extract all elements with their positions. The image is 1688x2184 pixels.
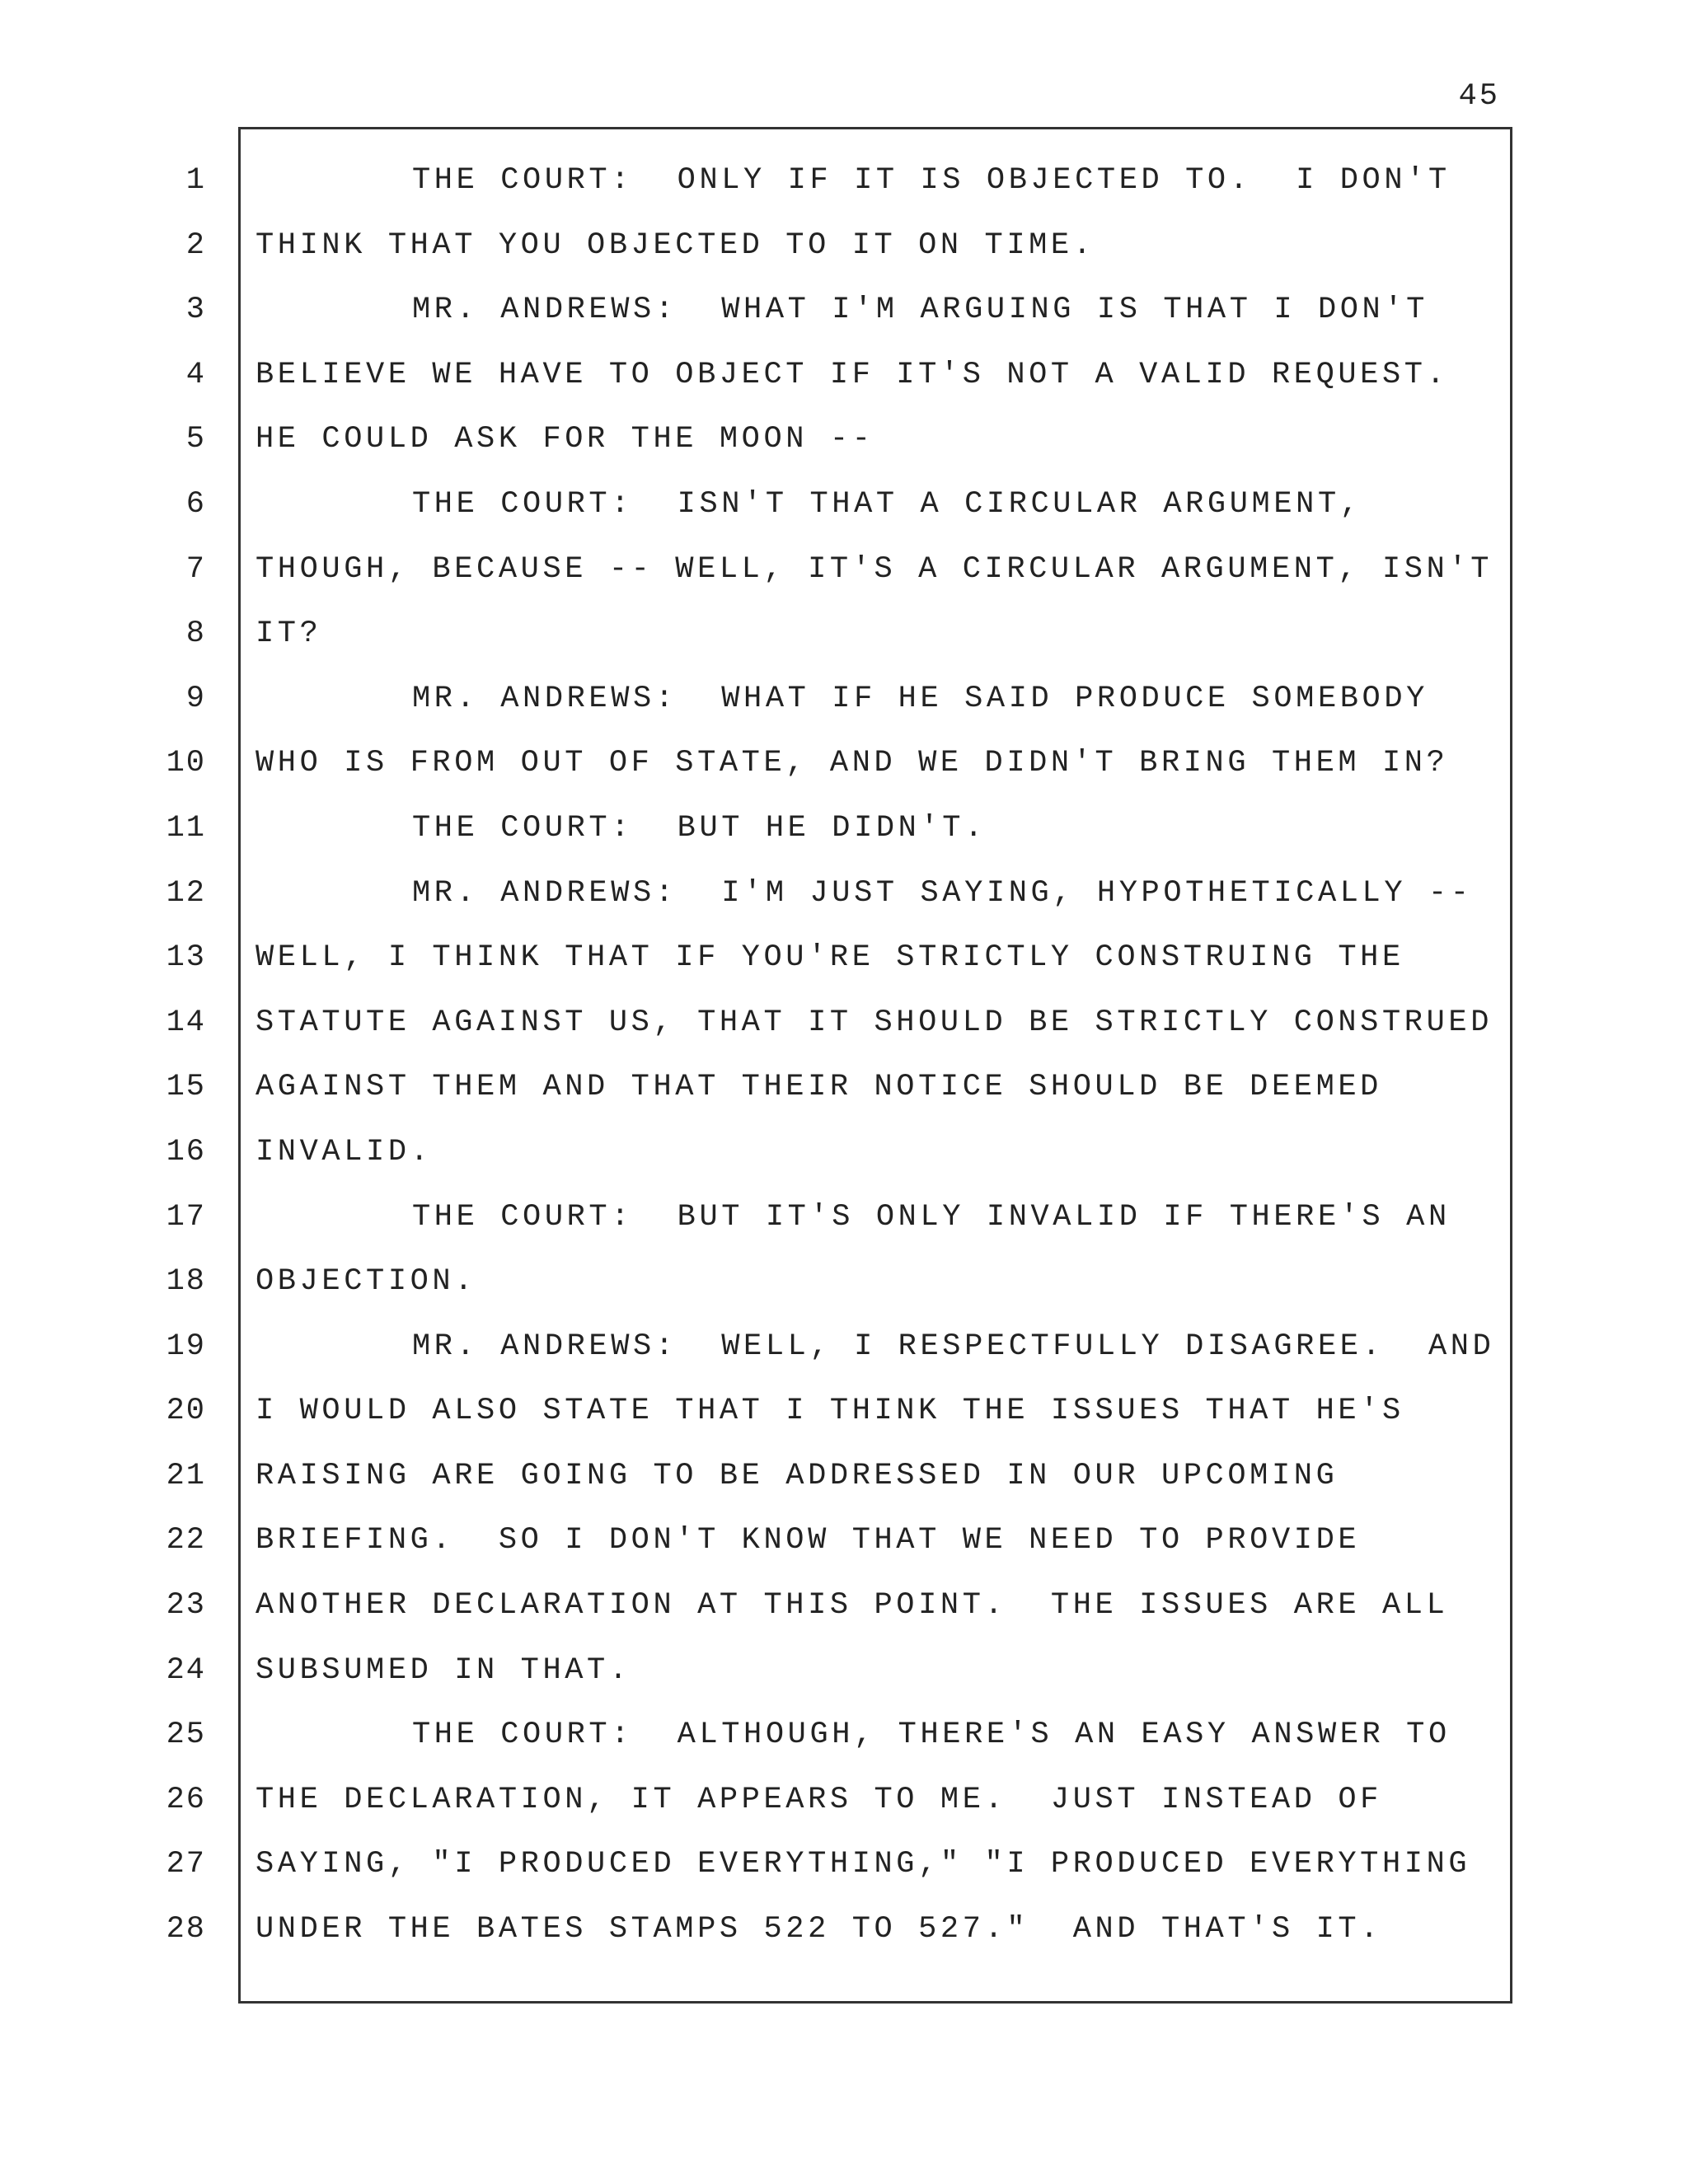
transcript-text <box>256 148 1508 1962</box>
transcript-line: IT? <box>256 616 322 652</box>
line-number: 11 <box>166 810 206 846</box>
transcript-line: THE DECLARATION, IT APPEARS TO ME. JUST INSTEAD OF <box>256 1782 1382 1817</box>
line-number: 14 <box>166 1005 206 1040</box>
line-number: 1 <box>185 163 206 198</box>
line-number: 7 <box>185 551 206 587</box>
line-number: 4 <box>185 357 206 392</box>
line-number: 17 <box>166 1199 206 1235</box>
transcript-line: BRIEFING. SO I DON'T KNOW THAT WE NEED TO PROVIDE <box>256 1523 1361 1558</box>
transcript-line: I WOULD ALSO STATE THAT I THINK THE ISSUES THAT HE'S <box>256 1394 1404 1429</box>
line-number: 20 <box>166 1394 206 1429</box>
line-number: 22 <box>166 1523 206 1558</box>
transcript-line: THE COURT: BUT HE DIDN'T. <box>412 810 987 846</box>
transcript-line: HE COULD ASK FOR THE MOON -- <box>256 422 874 457</box>
line-number: 2 <box>185 227 206 263</box>
line-number: 3 <box>185 293 206 328</box>
line-number: 19 <box>166 1329 206 1364</box>
transcript-line: THE COURT: ONLY IF IT IS OBJECTED TO. I DON'T <box>412 163 1451 198</box>
line-number: 13 <box>166 940 206 976</box>
line-number: 6 <box>185 486 206 522</box>
transcript-line: BELIEVE WE HAVE TO OBJECT IF IT'S NOT A VALID REQUEST. <box>256 357 1449 392</box>
transcript-line: AGAINST THEM AND THAT THEIR NOTICE SHOULD BE DEEMED <box>256 1070 1382 1105</box>
transcript-line: MR. ANDREWS: I'M JUST SAYING, HYPOTHETICALLY -- <box>412 875 1473 911</box>
line-number: 9 <box>185 681 206 716</box>
transcript-line: SUBSUMED IN THAT. <box>256 1652 631 1688</box>
transcript-line: RAISING ARE GOING TO BE ADDRESSED IN OUR UPCOMING <box>256 1458 1339 1493</box>
transcript-line: STATUTE AGAINST US, THAT IT SHOULD BE STRICTLY CONSTRUED <box>256 1005 1493 1040</box>
transcript-line: THINK THAT YOU OBJECTED TO IT ON TIME. <box>256 227 1095 263</box>
transcript-line: THOUGH, BECAUSE -- WELL, IT'S A CIRCULAR ARGUMENT, ISN'T <box>256 551 1493 587</box>
line-number: 8 <box>185 616 206 652</box>
line-number: 12 <box>166 875 206 911</box>
line-number: 16 <box>166 1134 206 1169</box>
transcript-line: THE COURT: ISN'T THAT A CIRCULAR ARGUMENT, <box>412 486 1362 522</box>
transcript-line: WELL, I THINK THAT IF YOU'RE STRICTLY CONSTRUING THE <box>256 940 1404 976</box>
transcript-line: MR. ANDREWS: WELL, I RESPECTFULLY DISAGREE. AND <box>412 1329 1495 1364</box>
transcript-line: THE COURT: ALTHOUGH, THERE'S AN EASY ANSWER TO <box>412 1718 1451 1753</box>
line-number: 25 <box>166 1718 206 1753</box>
line-number: 27 <box>166 1847 206 1882</box>
transcript-line: SAYING, "I PRODUCED EVERYTHING," "I PRODUCED EVERYTHING <box>256 1847 1471 1882</box>
line-number: 26 <box>166 1782 206 1817</box>
line-number: 28 <box>166 1912 206 1947</box>
line-number: 24 <box>166 1652 206 1688</box>
page-number: 45 <box>1458 79 1500 114</box>
transcript-line: MR. ANDREWS: WHAT I'M ARGUING IS THAT I DON'T <box>412 293 1428 328</box>
line-number: 10 <box>166 746 206 781</box>
line-number: 21 <box>166 1458 206 1493</box>
transcript-line: OBJECTION. <box>256 1264 477 1300</box>
line-number: 5 <box>185 422 206 457</box>
line-number-column <box>124 148 206 1962</box>
line-number: 15 <box>166 1070 206 1105</box>
line-number: 18 <box>166 1264 206 1300</box>
transcript-line: MR. ANDREWS: WHAT IF HE SAID PRODUCE SOMEBODY <box>412 681 1428 716</box>
transcript-line: INVALID. <box>256 1134 433 1169</box>
transcript-line: WHO IS FROM OUT OF STATE, AND WE DIDN'T BRING THEM IN? <box>256 746 1449 781</box>
transcript-line: ANOTHER DECLARATION AT THIS POINT. THE ISSUES ARE ALL <box>256 1588 1449 1624</box>
transcript-line: THE COURT: BUT IT'S ONLY INVALID IF THERE'S AN <box>412 1199 1451 1235</box>
line-number: 23 <box>166 1588 206 1624</box>
transcript-line: UNDER THE BATES STAMPS 522 TO 527." AND THAT'S IT. <box>256 1912 1382 1947</box>
